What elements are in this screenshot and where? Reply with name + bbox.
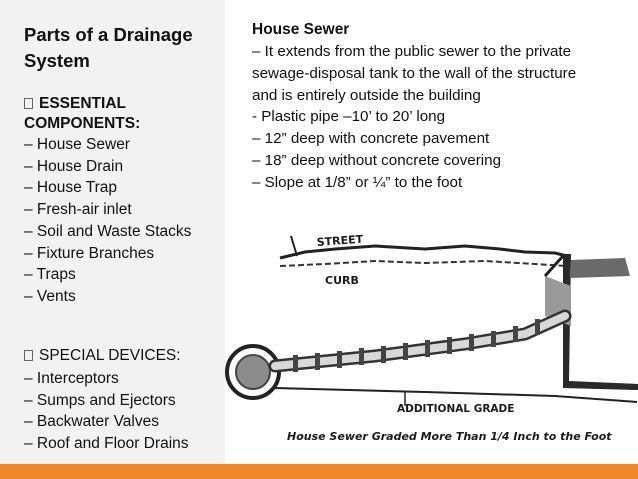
description-line: – 18” deep without concrete covering [252,152,502,169]
essential-heading-text: ESSENTIAL COMPONENTS: [24,95,141,132]
slide-title: Parts of a Drainage System [24,24,193,71]
list-item: – Fresh-air inlet [24,201,132,219]
special-heading [24,346,181,366]
special-list [24,368,189,455]
public-sewer-interior [236,355,270,389]
building-floor-slab [571,258,630,278]
pipe-joint [403,343,408,360]
list-item: – Vents [24,287,76,305]
list-item: – Traps [24,266,76,284]
house-sewer-diagram [225,216,638,464]
special-heading-text: SPECIAL DEVICES: [39,347,181,364]
house-sewer-heading: House Sewer [252,21,350,38]
label-street: STREET [316,232,364,249]
list-item: – Fixture Branches [24,244,155,262]
diagram-background [225,216,638,464]
essential-list [24,134,191,308]
essential-heading [24,94,214,134]
diagram-svg [225,216,638,464]
checkbox-bullet-icon [24,98,33,109]
description-line: – Slope at 1/8” or ¼” to the foot [252,174,463,191]
accent-bar [0,464,638,479]
pipe-joint [381,346,386,363]
list-item: – House Drain [24,157,124,175]
pipe-joint [513,326,518,342]
checkbox-bullet-icon [24,350,33,361]
pipe-joint [337,351,342,368]
list-item: – Sumps and Ejectors [24,391,176,409]
pipe-joint [469,334,474,351]
list-item: – Interceptors [24,370,119,387]
pipe-joint [425,340,430,357]
pipe-joint [315,353,320,370]
description-line: - Plastic pipe –10’ to 20’ long [252,108,446,125]
pipe-joint [447,337,452,354]
list-item: – Soil and Waste Stacks [24,222,192,240]
description-line: sewage-disposal tank to the wall of the structure [252,65,577,82]
list-item: – House Sewer [24,136,130,153]
pipe-joint [535,319,540,335]
list-item: – Roof and Floor Drains [24,435,189,453]
list-item: – Backwater Valves [24,413,159,431]
label-additional-grade: ADDITIONAL GRADE [397,403,515,415]
pipe-joint [293,355,298,372]
description-line: and is entirely outside the building [252,87,481,104]
diagram-caption: House Sewer Graded More Than 1/4 Inch to the Foot [287,430,612,443]
description-line: – It extends from the public sewer to the private [252,43,572,60]
list-item: – House Trap [24,179,118,197]
pipe-joint [491,331,496,347]
description-line: – 12” deep with concrete pavement [252,130,490,147]
label-curb: CURB [325,274,359,287]
pipe-joint [359,348,364,365]
